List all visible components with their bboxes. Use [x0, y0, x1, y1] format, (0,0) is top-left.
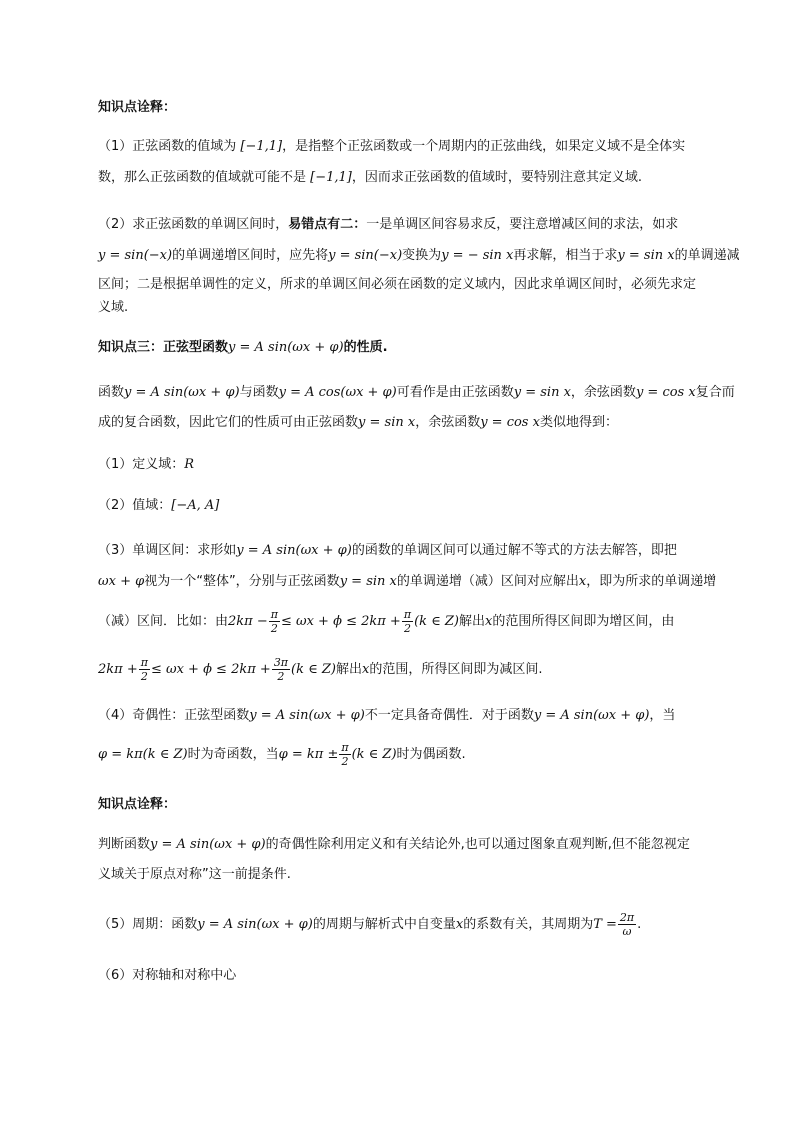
tip-heading: 知识点诠释：: [98, 797, 177, 812]
monotonic-line-3: （减）区间．比如：由2kπ − $\frac{\pi}{2}$ ≤ ωx + ϕ ≤ 2kπ + $\frac{\pi}{2}$ (k ∈ Z)解出x的范围所得区间即为增区间，由: [98, 608, 675, 635]
paragraph-monotonic-4: 义域.: [98, 300, 129, 315]
tip-heading: 知识点诠释：: [98, 100, 177, 115]
range-item: （2）值域：[−A, A]: [98, 498, 220, 513]
symmetry-item: （6）对称轴和对称中心: [98, 968, 237, 983]
paragraph-monotonic-3: 区间；二是根据单调性的定义，所求的单调区间必须在函数的定义域内，因此求单调区间时，必须先求定: [98, 277, 697, 292]
tip2-line-1: 判断函数y = A sin(ωx + φ)的奇偶性除利用定义和有关结论外,也可以通过图象直观判断,但不能忽视定: [98, 837, 690, 852]
monotonic-line-1: （3）单调区间：求形如y = A sin(ωx + φ)的函数的单调区间可以通过解不等式的方法去解答，即把: [98, 543, 677, 558]
section-heading: 知识点三：正弦型函数y = A sin(ωx + φ)的性质.: [98, 340, 388, 355]
tip2-line-2: 义域关于原点对称”这一前提条件.: [98, 867, 291, 882]
monotonic-line-2: ωx + φ视为一个“整体”，分别与正弦函数y = sin x的单调递增（减）区间对应解出x，即为所求的单调递增: [98, 574, 717, 589]
paragraph-monotonic-2: y = sin(−x)的单调递增区间时，应先将y = sin(−x)变换为y = − sin x再求解，相当于求y = sin x的单调递减: [98, 248, 740, 263]
domain-item: （1）定义域：R: [98, 457, 195, 472]
parity-line-1: （4）奇偶性：正弦型函数y = A sin(ωx + φ)不一定具备奇偶性．对于函数y = A sin(ωx + φ)，当: [98, 708, 676, 723]
fraction: $\frac{\pi}{2}$: [403, 608, 412, 635]
parity-line-2: φ = kπ(k ∈ Z)时为奇函数，当φ = kπ ± $\frac{\pi}{2}$ (k ∈ Z)时为偶函数.: [98, 741, 466, 768]
paragraph-range-2: 数，那么正弦函数的值域就可能不是 [−1,1]，因而求正弦函数的值域时，要特别注意其定义域.: [98, 170, 642, 185]
paragraph-monotonic-1: （2）求正弦函数的单调区间时，易错点有二：一是单调区间容易求反，要注意增减区间的求法，如求: [98, 217, 679, 232]
paragraph-range-1: （1）正弦函数的值域为 [−1,1]，是指整个正弦函数或一个周期内的正弦曲线，如果定义域不是全体实: [98, 139, 686, 154]
fraction: $\frac{2\pi}{\omega}$: [619, 911, 635, 938]
fraction: $\frac{\pi}{2}$: [341, 741, 349, 768]
period-item: （5）周期：函数y = A sin(ωx + φ)的周期与解析式中自变量x的系数有关，其周期为T = $\frac{2\pi}{\omega}$ .: [98, 911, 642, 938]
monotonic-line-4: 2kπ + $\frac{\pi}{2}$ ≤ ωx + ϕ ≤ 2kπ + $\frac{3\pi}{2}$ (k ∈ Z)解出x的范围，所得区间即为减区间.: [98, 656, 543, 683]
intro-line-2: 成的复合函数，因此它们的性质可由正弦函数y = sin x，余弦函数y = cos x类似地得到：: [98, 415, 618, 430]
fraction: $\frac{\pi}{2}$: [140, 656, 148, 683]
intro-line-1: 函数y = A sin(ωx + φ)与函数y = A cos(ωx + φ)可看作是由正弦函数y = sin x，余弦函数y = cos x复合而: [98, 385, 735, 400]
fraction: $\frac{\pi}{2}$: [270, 608, 278, 635]
fraction: $\frac{3\pi}{2}$: [273, 656, 289, 683]
